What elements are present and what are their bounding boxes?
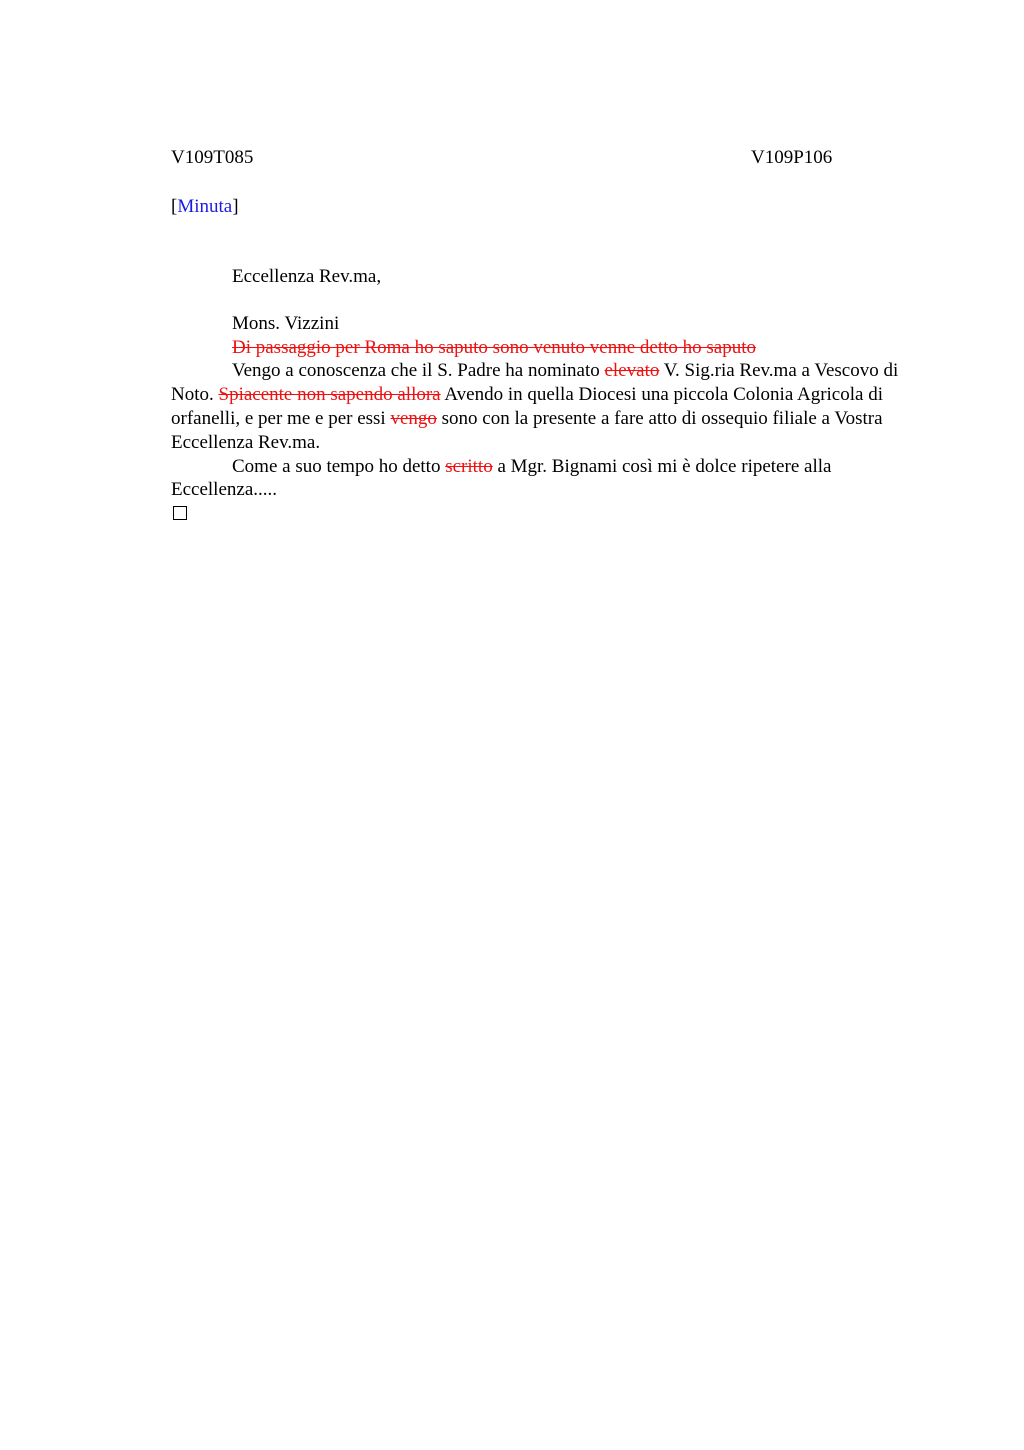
addressee: Mons. Vizzini (232, 312, 340, 334)
paragraph-2-deletion-1: scritto (445, 455, 493, 477)
document-code-left: V109T085 (171, 147, 254, 168)
paragraph-1-text-2: V. Sig.ria Rev.ma a Vescovo di Noto. (171, 360, 899, 406)
paragraph-1-deletion-3: vengo (390, 407, 437, 429)
paragraph-2-text-1: Come a suo tempo ho detto (232, 455, 446, 477)
paragraph-1-text-3: Avendo in quella Diocesi una piccola Colonia Agricola di orfanelli, e per me e per essi (171, 384, 883, 429)
deleted-text: Di passaggio per Roma ho saputo sono venuto venne detto ho saputo (232, 336, 757, 358)
document-code-right: V109P106 (751, 147, 833, 168)
paragraph-1-text-1: Vengo a conoscenza che il S. Padre ha nominato (232, 360, 605, 382)
paragraph-2 (171, 455, 916, 503)
end-marker (171, 502, 916, 527)
paragraph-1-deletion-1: elevato (604, 360, 660, 382)
deleted-line (171, 336, 916, 360)
square-outline-icon (173, 506, 187, 520)
letter-body (171, 265, 916, 527)
minuta-link[interactable]: Minuta (177, 196, 233, 217)
paragraph-1-deletion-2: Spiacente non sapendo allora (218, 384, 441, 406)
paragraph-1-text-4: sono con la presente a fare atto di ossequio filiale a Vostra Eccellenza Rev.ma. (171, 407, 883, 453)
paragraph-2-text-2: a Mgr. Bignami così mi è dolce ripetere alla Eccellenza..... (171, 455, 832, 501)
salutation: Eccellenza Rev.ma, (232, 266, 382, 287)
bracket-open: [ (171, 196, 178, 217)
paragraph-1 (171, 359, 916, 454)
minuta-label (171, 195, 239, 219)
bracket-close: ] (232, 196, 239, 217)
